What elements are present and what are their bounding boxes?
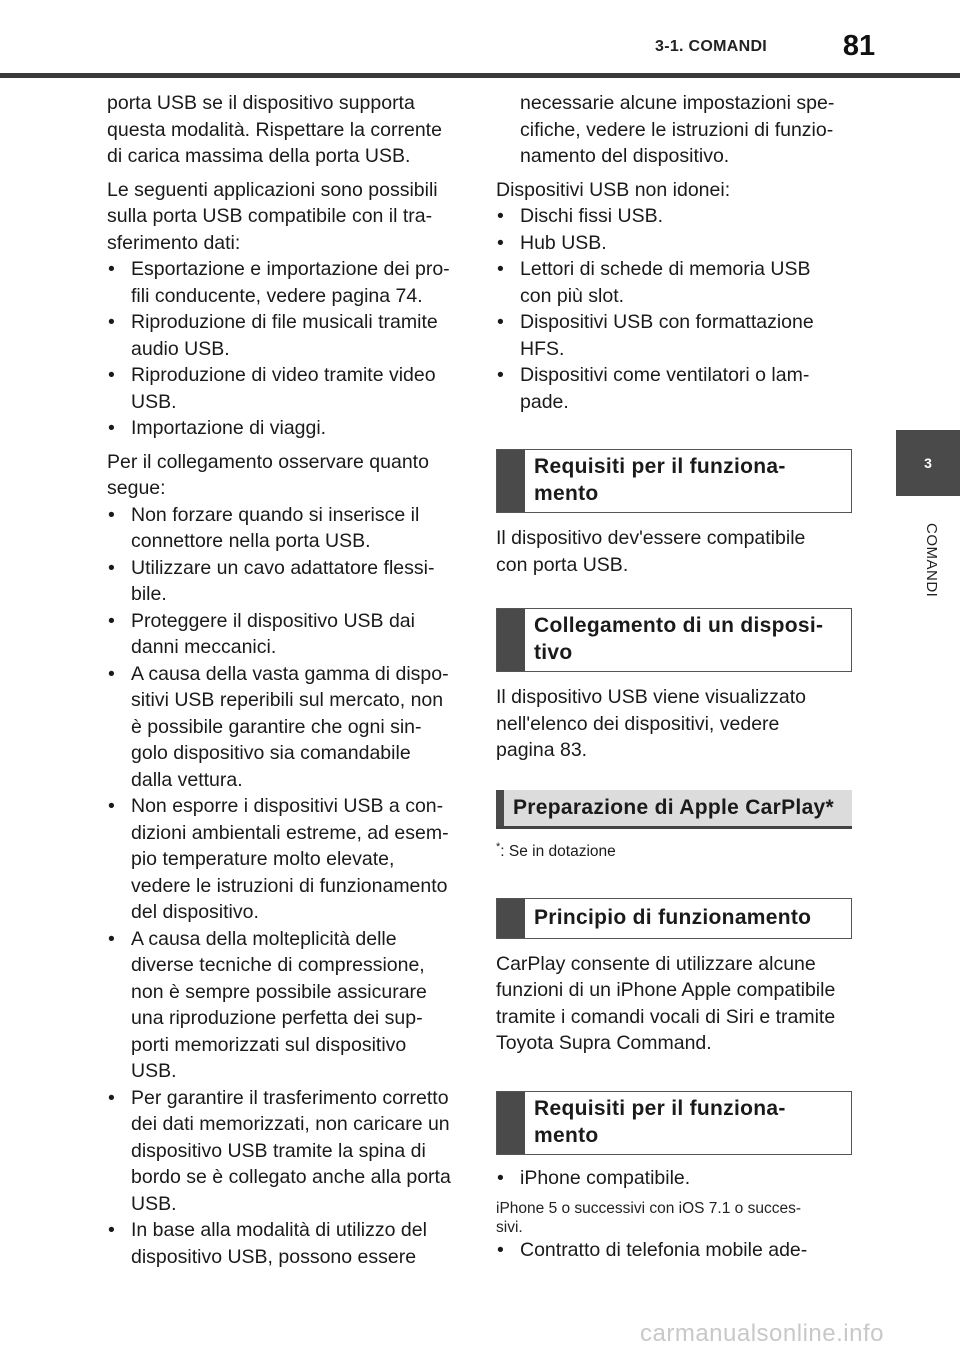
unsuitable-devices-title: Dispositivi USB non idonei:	[496, 178, 731, 201]
footnote-mark: *	[496, 840, 501, 853]
list-item	[107, 661, 467, 794]
heading-text: Preparazione di Apple CarPlay*	[513, 795, 834, 819]
chapter-tab[interactable]	[896, 430, 960, 496]
text-line: USB.	[131, 1192, 177, 1215]
heading-text: Principio di funzionamento	[534, 905, 812, 929]
text-line: bordo se è collegato anche alla porta	[131, 1166, 451, 1188]
text-line: Dispositivi USB con formattazione	[520, 311, 814, 333]
text-line: Toyota Supra Command.	[496, 1032, 712, 1055]
text-line: CarPlay consente di utilizzare alcune	[496, 952, 816, 975]
list-item	[107, 608, 467, 661]
text-line: vedere le istruzioni di funzionamento	[131, 874, 448, 897]
applications-list	[107, 256, 467, 442]
text-line: golo dispositivo sia comandabile	[131, 742, 411, 764]
text-line: bile.	[131, 583, 167, 605]
header-rule	[0, 73, 960, 78]
text-line: mento	[534, 482, 599, 505]
heading-requirements-usb	[496, 449, 852, 513]
text-line: Riproduzione di file musicali tramite	[131, 311, 438, 333]
heading-carplay-preparation	[496, 790, 852, 829]
list-item	[107, 1085, 467, 1218]
heading-requirements-carplay	[496, 1091, 852, 1155]
heading-bar	[497, 899, 525, 938]
text-line: iPhone compatibile.	[520, 1166, 691, 1189]
list-item	[107, 926, 467, 1085]
text-line: Proteggere il dispositivo USB dai	[131, 609, 415, 632]
text-line: Dispositivi come ventilatori o lam-	[520, 364, 810, 386]
text-block	[520, 90, 856, 170]
text-line: sferimento dati:	[107, 231, 241, 254]
text-line: segue:	[107, 477, 166, 499]
header-section-title: 3-1. COMANDI	[655, 38, 768, 55]
text-line: Le seguenti applicazioni sono possibili	[107, 178, 438, 201]
text-line: pio temperature molto elevate,	[131, 848, 395, 870]
paragraph-applications	[107, 177, 467, 257]
footnote-text: : Se in dotazione	[500, 842, 616, 860]
text-line: Il dispositivo USB viene visualizzato	[496, 686, 806, 708]
left-column	[107, 90, 467, 1270]
text-line: è possibile garantire che ogni sin-	[131, 715, 422, 738]
heading-text	[525, 609, 831, 671]
list-item	[107, 309, 467, 362]
text-line: Contratto di telefonia mobile ade-	[520, 1239, 808, 1262]
right-column	[496, 90, 856, 1264]
text-line: audio USB.	[131, 337, 230, 360]
list-item	[496, 309, 856, 362]
list-item	[107, 256, 467, 309]
paragraph-requirements-usb	[496, 525, 856, 578]
unsuitable-devices-list	[496, 203, 856, 415]
text-line: Il dispositivo dev'essere compatibile	[496, 527, 806, 549]
text-line: iPhone 5 o successivi con iOS 7.1 o succes-	[496, 1200, 801, 1218]
list-item	[107, 415, 467, 442]
text-line: Per garantire il trasferimento corretto	[131, 1086, 449, 1109]
paragraph-operating-principle	[496, 951, 856, 1057]
heading-connect-device	[496, 608, 852, 672]
text-line: Utilizzare un cavo adattatore flessi-	[131, 556, 435, 579]
list-item	[496, 1237, 856, 1264]
list-item	[107, 793, 467, 926]
list-item	[107, 555, 467, 608]
text-line: cifiche, vedere le istruzioni di funzio-	[520, 118, 834, 141]
note-iphone-version	[496, 1199, 856, 1237]
text-line: Hub USB.	[520, 231, 607, 254]
text-line: dalla vettura.	[131, 768, 243, 791]
text-line: dispositivo USB, possono essere	[131, 1245, 417, 1268]
text-line: Per il collegamento osservare quanto	[107, 450, 429, 473]
text-line: pagina 83.	[496, 739, 588, 761]
text-line: danni meccanici.	[131, 636, 277, 658]
text-line: funzioni di un iPhone Apple compatibile	[496, 979, 836, 1002]
heading-text	[525, 450, 794, 512]
text-line: necessarie alcune impostazioni spe-	[520, 92, 835, 114]
text-line: sivi.	[496, 1219, 523, 1237]
text-line: dizioni ambientali estreme, ad esem-	[131, 821, 449, 844]
text-line: mento	[534, 1123, 599, 1147]
connection-notes-list	[107, 502, 467, 1271]
text-line: Riproduzione di video tramite video	[131, 364, 436, 386]
heading-bar	[497, 450, 525, 512]
list-item	[107, 362, 467, 415]
text-line: sulla porta USB compatibile con il tra-	[107, 205, 433, 227]
text-line: diverse tecniche di compressione,	[131, 954, 425, 976]
text-line: fili conducente, vedere pagina 74.	[131, 284, 423, 307]
text-line: USB.	[131, 390, 177, 413]
text-line: Lettori di schede di memoria USB	[520, 258, 811, 280]
text-line: Non forzare quando si inserisce il	[131, 503, 420, 526]
text-line: tramite i comandi vocali di Siri e tramite	[496, 1005, 836, 1028]
text-line: tivo	[534, 641, 573, 664]
list-item	[496, 203, 856, 230]
list-item	[496, 362, 856, 415]
text-line: porta USB se il dispositivo supporta	[107, 92, 415, 114]
heading-bar	[496, 790, 504, 826]
text-line: Non esporre i dispositivi USB a con-	[131, 795, 444, 817]
text-line: del dispositivo.	[131, 901, 259, 923]
list-item	[496, 256, 856, 309]
text-line: Importazione di viaggi.	[131, 417, 327, 439]
list-item	[107, 502, 467, 555]
list-item	[107, 1217, 467, 1270]
text-line: namento del dispositivo.	[520, 145, 730, 167]
text-line: questa modalità. Rispettare la corrente	[107, 118, 442, 141]
heading-bar	[497, 609, 525, 671]
text-line: non è sempre possibile assicurare	[131, 980, 427, 1003]
text-line: con più slot.	[520, 284, 625, 307]
text-line: di carica massima della porta USB.	[107, 145, 411, 167]
text-line: Requisiti per il funziona-	[534, 455, 786, 478]
heading-operating-principle	[496, 898, 852, 939]
footnote-optional	[496, 837, 856, 862]
watermark: carmanualsonline.info	[640, 1320, 884, 1347]
list-item	[496, 230, 856, 257]
heading-bar	[497, 1092, 525, 1154]
continued-list-item	[496, 90, 856, 170]
text-line: nell'elenco dei dispositivi, vedere	[496, 712, 780, 735]
text-line: pade.	[520, 390, 569, 413]
text-line: In base alla modalità di utilizzo del	[131, 1219, 427, 1241]
paragraph-usb-mode	[107, 90, 467, 170]
heading-text	[525, 1092, 794, 1154]
text-line: A causa della vasta gamma di dispo-	[131, 662, 449, 685]
paragraph-connection-notes	[107, 449, 467, 502]
text-line: una riproduzione perfetta dei sup-	[131, 1007, 423, 1029]
text-line: Requisiti per il funziona-	[534, 1096, 786, 1120]
chapter-number: 3	[924, 455, 932, 471]
chapter-label: COMANDI	[923, 523, 940, 598]
text-line: porti memorizzati sul dispositivo	[131, 1033, 407, 1056]
text-line: A causa della molteplicità delle	[131, 927, 397, 950]
text-line: dei dati memorizzati, non caricare un	[131, 1113, 450, 1135]
paragraph-connect-device	[496, 684, 856, 764]
list-item	[496, 1165, 856, 1192]
text-line: sitivi USB reperibili sul mercato, non	[131, 689, 444, 711]
text-line: connettore nella porta USB.	[131, 530, 371, 552]
page-number: 81	[842, 30, 876, 62]
text-line: HFS.	[520, 337, 565, 360]
text-line: Dischi fissi USB.	[520, 205, 664, 227]
text-line: Esportazione e importazione dei pro-	[131, 258, 450, 280]
text-line: con porta USB.	[496, 553, 629, 576]
text-line: Collegamento di un disposi-	[534, 614, 824, 637]
text-line: USB.	[131, 1060, 177, 1082]
text-line: dispositivo USB tramite la spina di	[131, 1139, 426, 1162]
